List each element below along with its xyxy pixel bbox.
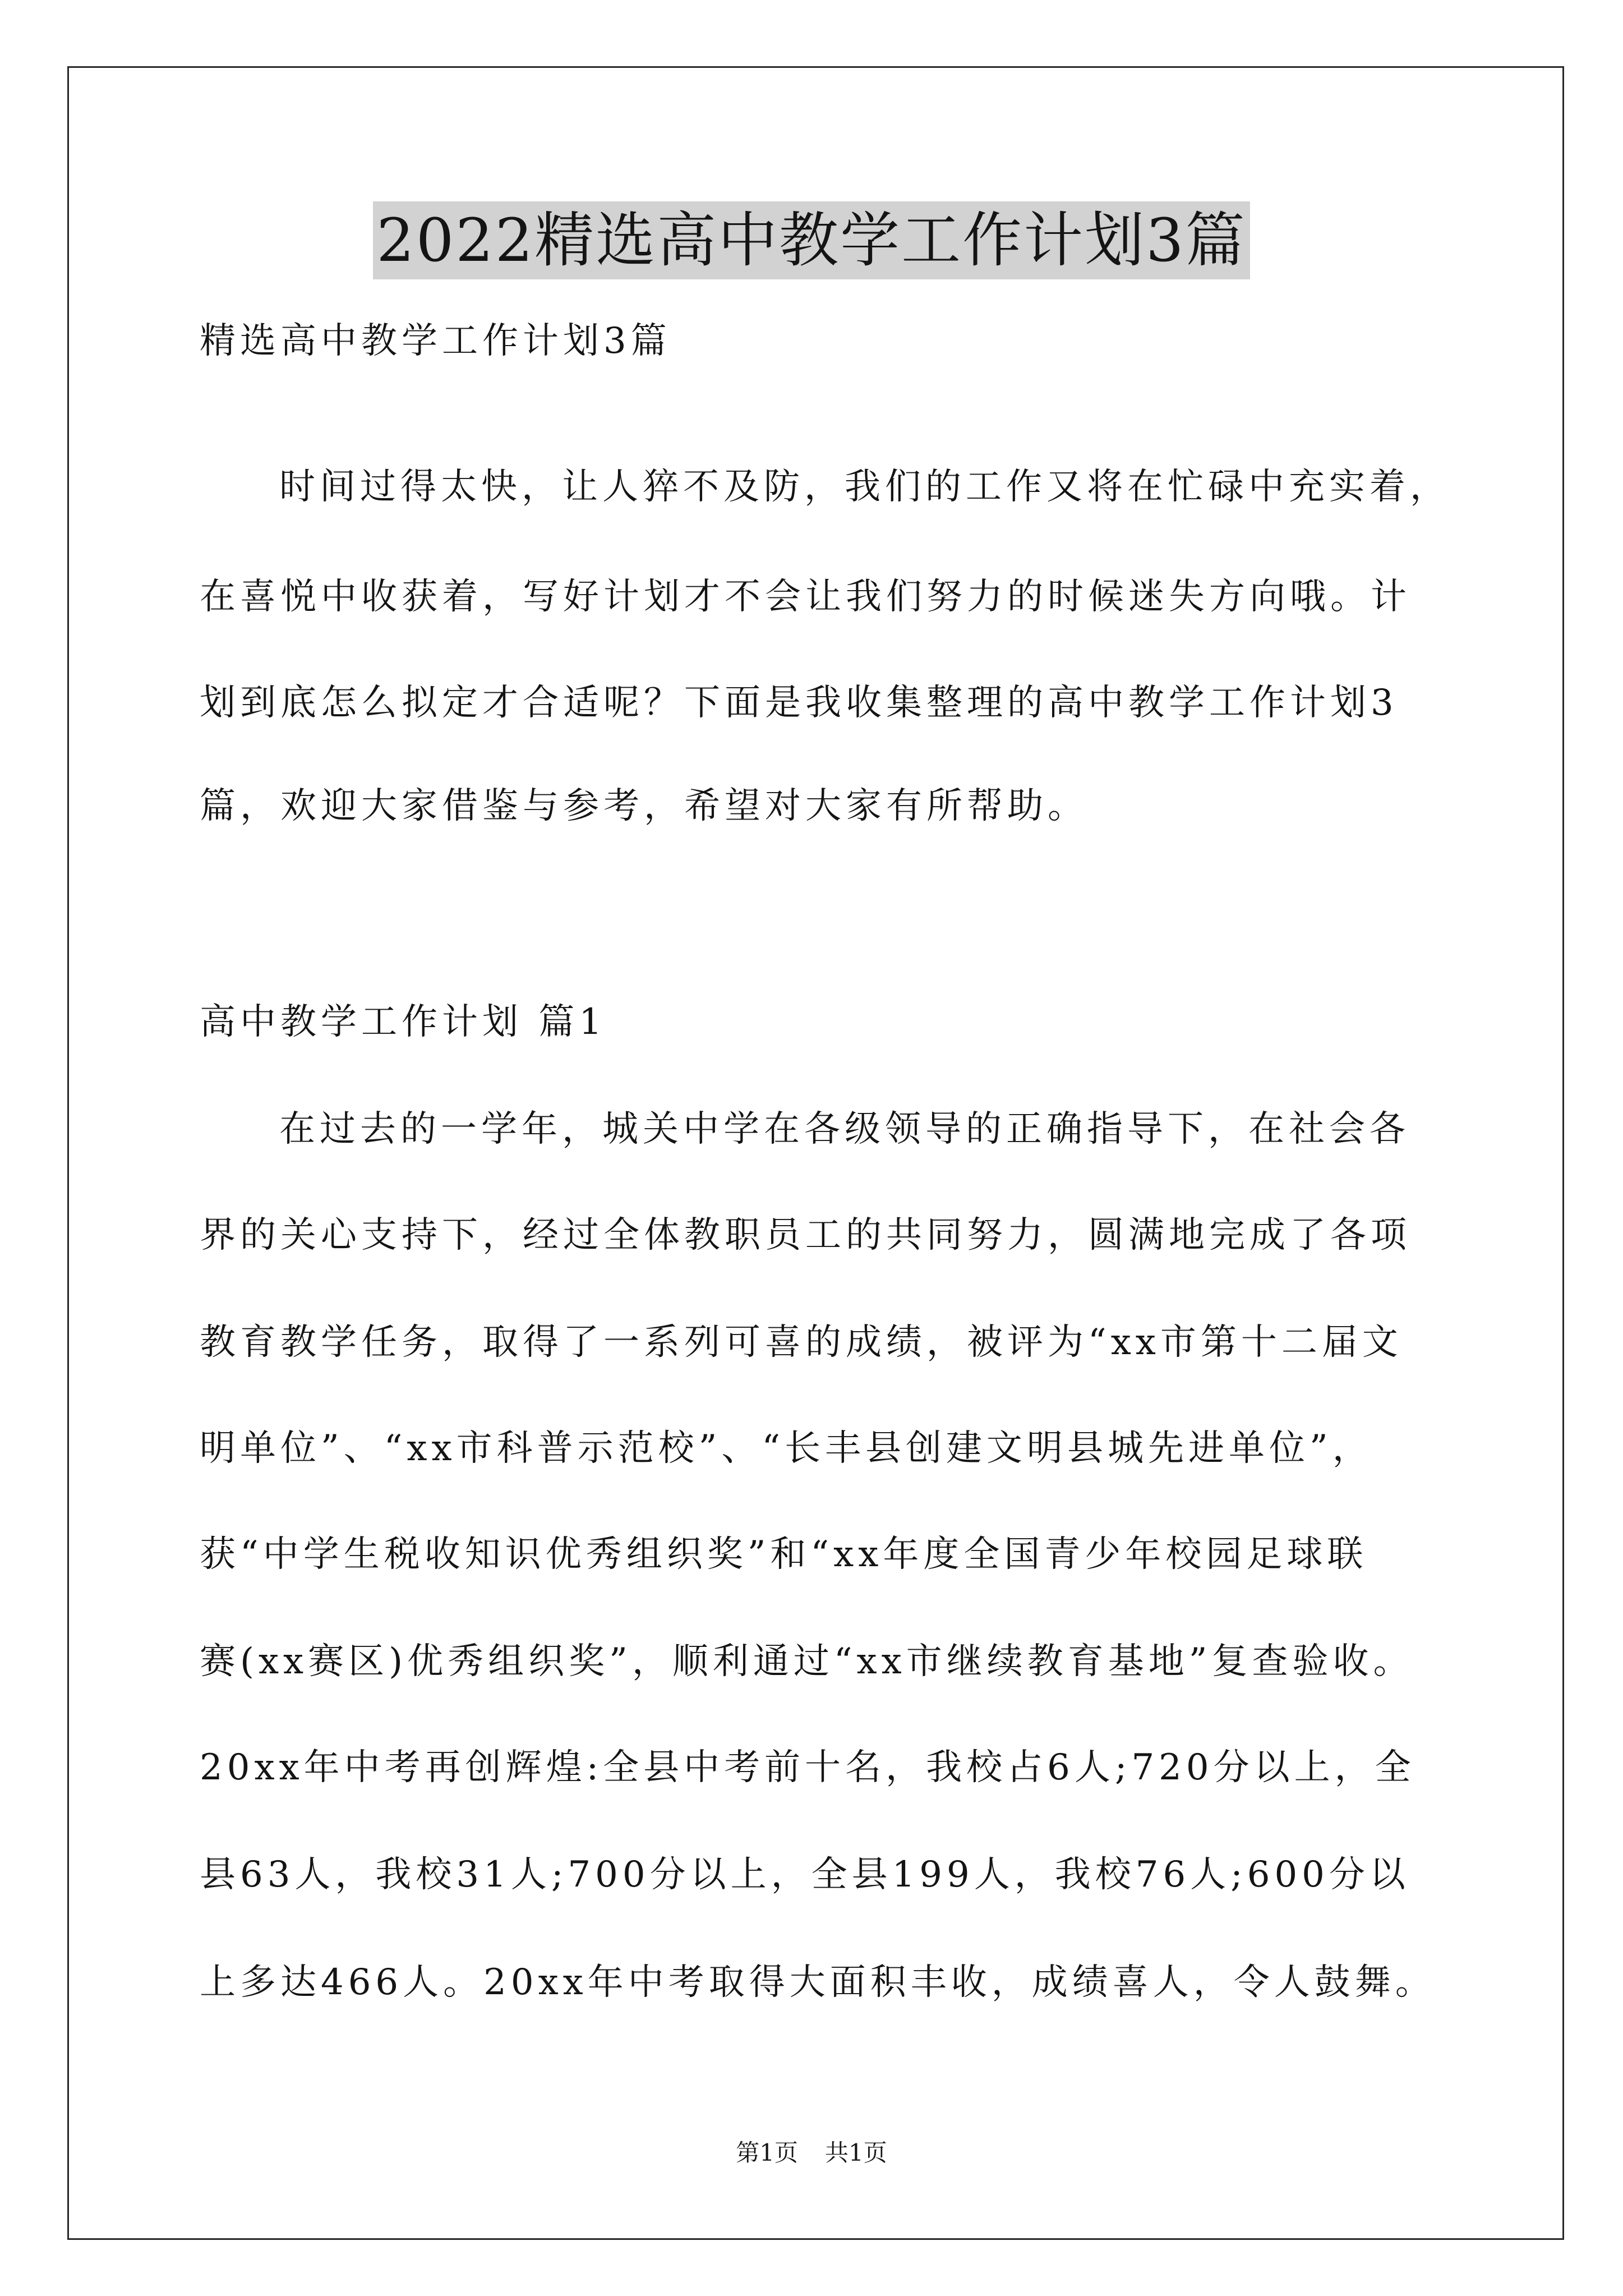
page-footer	[0, 2136, 1623, 2170]
section-line: 教育教学任务，取得了一系列可喜的成绩，被评为“xx市第十二届文	[200, 1322, 1403, 1363]
section-line: 界的关心支持下，经过全体教职员工的共同努力，圆满地完成了各项	[200, 1214, 1411, 1256]
document-subtitle: 精选高中教学工作计划3篇	[200, 320, 671, 362]
section-line: 赛(xx赛区)优秀组织奖”，顺利通过“xx市继续教育基地”复查验收。	[200, 1641, 1414, 1682]
intro-line: 划到底怎么拟定才合适呢？下面是我收集整理的高中教学工作计划3	[200, 682, 1398, 724]
intro-line: 时间过得太快，让人猝不及防，我们的工作又将在忙碌中充实着，	[279, 466, 1450, 508]
page-number: 第1页	[736, 2139, 798, 2166]
title-container	[0, 201, 1623, 279]
section-heading: 高中教学工作计划 篇1	[200, 1001, 607, 1043]
section-line: 县63人，我校31人;700分以上，全县199人，我校76人;600分以	[200, 1854, 1410, 1895]
page-total: 共1页	[825, 2139, 887, 2166]
intro-line: 篇，欢迎大家借鉴与参考，希望对大家有所帮助。	[200, 785, 1088, 827]
section-line: 明单位”、“xx市科普示范校”、“长丰县创建文明县城先进单位”，	[200, 1428, 1373, 1469]
section-line: 获“中学生税收知识优秀组织奖”和“xx年度全国青少年校园足球联	[200, 1534, 1368, 1575]
intro-line: 在喜悦中收获着，写好计划才不会让我们努力的时候迷失方向哦。计	[200, 576, 1411, 618]
section-line: 在过去的一学年，城关中学在各级领导的正确指导下，在社会各	[279, 1108, 1410, 1150]
document-title: 2022精选高中教学工作计划3篇	[373, 201, 1249, 279]
section-line: 20xx年中考再创辉煌:全县中考前十名，我校占6人;720分以上，全	[200, 1747, 1415, 1788]
section-line: 上多达466人。20xx年中考取得大面积丰收，成绩喜人，令人鼓舞。	[200, 1962, 1436, 2003]
